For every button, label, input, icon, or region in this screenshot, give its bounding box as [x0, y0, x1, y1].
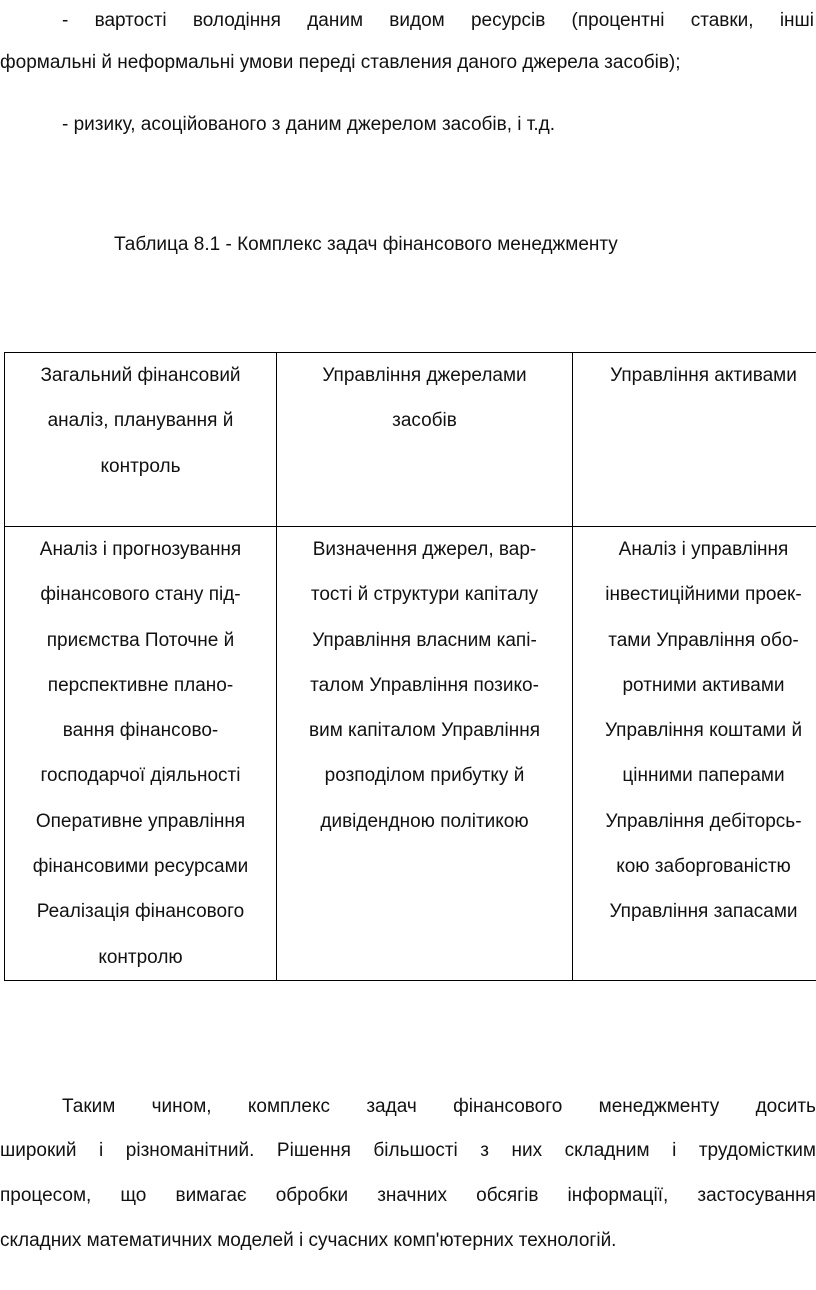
word: фінансового: [453, 1096, 563, 1117]
word: менеджменту: [598, 1096, 720, 1117]
word: що: [120, 1185, 147, 1206]
word: трудомістким: [698, 1140, 816, 1161]
word: і: [672, 1140, 677, 1161]
word: (процентні: [571, 10, 665, 31]
conclusion-line-1: [0, 1094, 816, 1120]
word: задач: [366, 1096, 417, 1117]
word: чином,: [151, 1096, 212, 1117]
cell-text-line: засобів: [392, 410, 457, 432]
cell-text-line: Управління власним капі-: [312, 629, 537, 651]
table-row: [5, 527, 816, 981]
word: -: [62, 10, 69, 31]
word: застосування: [697, 1185, 816, 1206]
cell-text-line: фінансового стану під-: [40, 584, 241, 606]
word: різноманітний.: [125, 1140, 255, 1161]
cell-text-line: розподілом прибутку й: [324, 765, 525, 787]
cell-text-line: Управління коштами й: [604, 720, 803, 742]
table-header-row: [5, 353, 816, 527]
word: вартості: [94, 10, 167, 31]
word: Таким: [62, 1096, 116, 1117]
word: Рішення: [276, 1140, 351, 1161]
table-cell: [5, 527, 277, 981]
intro-line-1: [0, 8, 816, 34]
header-cell: [573, 353, 816, 527]
conclusion-line-4: складних математичних моделей і сучасних комп'ютерних технологій.: [0, 1230, 617, 1251]
cell-text-line: аналіз, планування й: [47, 410, 234, 432]
cell-text-line: Управління активами: [610, 365, 797, 386]
cell-text-line: дивідендною політикою: [320, 810, 529, 832]
cell-text-line: Аналіз і управління: [618, 539, 789, 560]
cell-text-line: тості й структури капіталу: [310, 584, 539, 606]
header-cell: [277, 353, 573, 527]
cell-text-line: Управління джерелами: [322, 365, 527, 386]
cell-text-line: контролю: [98, 946, 183, 968]
word: широкий: [0, 1140, 77, 1161]
word: ставки,: [690, 10, 754, 31]
word: ресурсів: [470, 10, 546, 31]
tasks-table: [4, 352, 816, 981]
word: інформації,: [567, 1185, 669, 1206]
word: інші: [779, 10, 814, 31]
table-cell: [573, 527, 816, 981]
cell-text-line: Управління запасами: [609, 901, 798, 923]
cell-text-line: тами Управління обо-: [608, 629, 799, 651]
header-cell: [5, 353, 277, 527]
cell-text-line: вання фінансово-: [62, 720, 219, 742]
cell-text-line: Оперативне управління: [35, 810, 246, 832]
table-cell: [277, 527, 573, 981]
word: них: [511, 1140, 543, 1161]
cell-text-line: інвестиційними проек-: [605, 584, 802, 606]
cell-text-line: ротними активами: [622, 674, 785, 696]
word: досить: [755, 1096, 816, 1117]
intro-line-3: - ризику, асоційованого з даним джерелом засобів, і т.д.: [62, 114, 556, 135]
table-caption: Таблица 8.1 - Комплекс задач фінансового менеджменту: [114, 234, 618, 255]
cell-text-line: вим капіталом Управління: [309, 720, 540, 742]
word: видом: [389, 10, 445, 31]
word: володіння: [192, 10, 281, 31]
cell-text-line: кою заборгованістю: [616, 856, 791, 878]
cell-text-line: перспективне плано-: [47, 674, 234, 696]
word: і: [99, 1140, 104, 1161]
conclusion-line-3: [0, 1183, 816, 1209]
cell-text-line: контроль: [100, 455, 181, 477]
intro-line-2: формальні й неформальні умови переді ставления даного джерела засобів);: [0, 52, 681, 73]
word: більшості: [373, 1140, 458, 1161]
word: обсягів: [476, 1185, 539, 1206]
word: даним: [307, 10, 364, 31]
cell-text-line: Аналіз і прогнозування: [39, 539, 242, 560]
cell-text-line: цінними паперами: [622, 765, 785, 787]
word: значних: [377, 1185, 448, 1206]
cell-text-line: Управління дебіторсь-: [605, 810, 802, 832]
word: з: [480, 1140, 489, 1161]
conclusion-line-2: [0, 1138, 816, 1164]
word: комплекс: [247, 1096, 331, 1117]
cell-text-line: приємства Поточне й: [46, 629, 235, 651]
word: складним: [564, 1140, 650, 1161]
cell-text-line: талом Управління позико-: [310, 674, 539, 696]
cell-text-line: Реалізація фінансового: [36, 901, 245, 923]
word: процесом,: [0, 1185, 92, 1206]
word: обробки: [275, 1185, 349, 1206]
cell-text-line: Загальний фінансовий: [40, 365, 241, 386]
word: вимагає: [175, 1185, 247, 1206]
cell-text-line: фінансовими ресурсами: [32, 856, 249, 878]
cell-text-line: Визначення джерел, вар-: [312, 539, 537, 560]
cell-text-line: господарчої діяльності: [40, 765, 241, 787]
